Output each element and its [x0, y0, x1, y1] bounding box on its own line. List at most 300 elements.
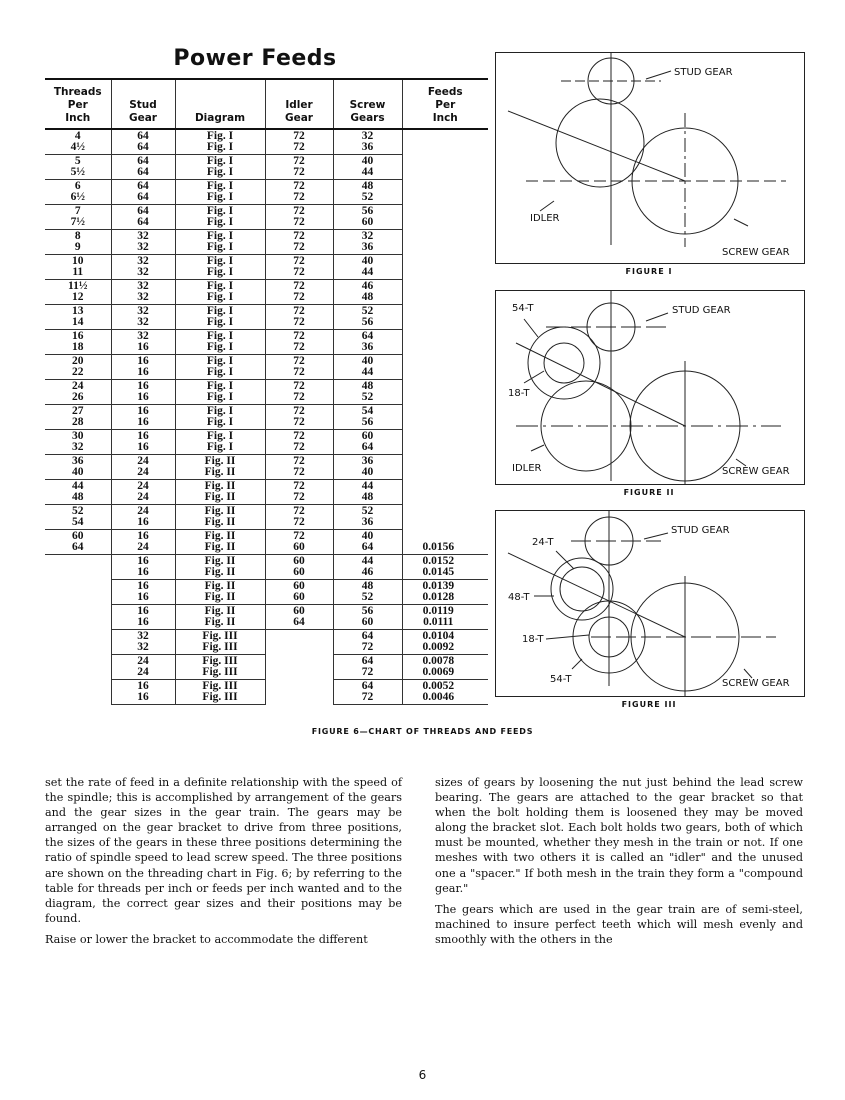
cell-value: 16	[137, 591, 149, 603]
cell-value	[45, 692, 111, 703]
cell-value: 24	[72, 380, 84, 392]
cell-value: 60	[293, 591, 305, 603]
table-cell	[402, 355, 488, 380]
cell-value: 72	[293, 530, 305, 542]
table-cell	[402, 680, 488, 705]
table-cell	[402, 330, 488, 355]
body-paragraph: sizes of gears by loosening the nut just behind the lead screw bearing. The gears are attached to the gear bracket so that when the bolt holding them is loosened they may be moved along the bracket slot. Each bolt holds two gears, both of which must be mounted, whether they mesh in the train or not. If one meshes with two others it is called an "idler" and the unused one a "spacer." If both mesh in the train they form a "compound gear."	[435, 776, 803, 895]
cell-value: 72	[293, 441, 305, 453]
table-cell	[175, 180, 265, 205]
cell-value: 52	[361, 505, 374, 517]
cell-value: 6½	[70, 191, 85, 203]
table-cell	[265, 205, 333, 230]
stud-gear-label: STUD GEAR	[672, 305, 731, 316]
table-cell	[45, 230, 111, 255]
cell-value: 32	[137, 630, 149, 642]
cell-value: 0.0052	[422, 680, 455, 692]
table-cell	[111, 330, 175, 355]
cell-value: 4½	[70, 141, 85, 153]
stud-gear-label: STUD GEAR	[671, 525, 730, 536]
table-row-group	[45, 430, 488, 455]
table-cell	[45, 655, 111, 680]
power-feeds-table	[45, 78, 488, 705]
column-header-line: Inch	[65, 112, 91, 124]
table-cell	[265, 655, 333, 680]
table-cell	[175, 455, 265, 480]
cell-value: 24	[137, 466, 149, 478]
cell-value	[403, 217, 475, 228]
cell-value: 72	[293, 391, 305, 403]
table-cell	[333, 530, 402, 555]
cell-value: 11½	[68, 280, 88, 292]
table-cell	[402, 605, 488, 630]
page-number: 6	[418, 1068, 427, 1082]
cell-value: 5½	[70, 166, 85, 178]
cell-value: 0.0104	[422, 630, 455, 642]
figure-2-caption: FIGURE II	[623, 488, 675, 497]
cell-value: Fig. I	[206, 130, 234, 142]
cell-value: 72	[293, 455, 305, 467]
cell-value: 0.0128	[422, 591, 455, 603]
cell-value: 5	[74, 155, 81, 167]
cell-value: 72	[293, 516, 305, 528]
table-cell	[45, 155, 111, 180]
cell-value: 16	[137, 366, 149, 378]
cell-value: 16	[137, 530, 149, 542]
cell-value: 32	[137, 266, 149, 278]
cell-value	[403, 142, 475, 153]
table-cell	[265, 330, 333, 355]
cell-value: Fig. I	[206, 416, 234, 428]
table-cell	[265, 605, 333, 630]
table-row-group	[45, 230, 488, 255]
cell-value: 48	[361, 380, 374, 392]
cell-value: Fig. I	[206, 366, 234, 378]
table-cell	[333, 505, 402, 530]
cell-value: 40	[361, 530, 374, 542]
table-cell	[175, 355, 265, 380]
cell-value: Fig. I	[206, 391, 234, 403]
cell-value	[266, 642, 333, 653]
table-cell	[111, 230, 175, 255]
cell-value: 28	[72, 416, 84, 428]
cell-value	[403, 517, 475, 528]
cell-value: 40	[361, 155, 374, 167]
cell-value: Fig. III	[202, 680, 238, 692]
figure-6-caption: FIGURE 6—CHART OF THREADS AND FEEDS	[311, 727, 534, 736]
screw-gear-label: SCREW GEAR	[722, 466, 790, 477]
cell-value: 60	[293, 555, 305, 567]
cell-value: Fig. I	[206, 380, 234, 392]
table-cell	[402, 180, 488, 205]
cell-value: 48	[361, 291, 374, 303]
cell-value: Fig. II	[204, 566, 236, 578]
table-cell	[333, 430, 402, 455]
table-cell	[45, 205, 111, 230]
table-cell	[45, 455, 111, 480]
cell-value: 36	[361, 455, 374, 467]
column-header-line: Feeds	[427, 86, 463, 98]
cell-value: 72	[293, 130, 305, 142]
column-header-line: Gears	[350, 112, 385, 124]
table-cell	[175, 255, 265, 280]
cell-value: 44	[361, 166, 374, 178]
cell-value: 64	[293, 616, 305, 628]
cell-value: 56	[361, 205, 374, 217]
cell-value: 48	[361, 180, 374, 192]
cell-value: Fig. I	[206, 166, 234, 178]
cell-value: 48	[361, 491, 374, 503]
cell-value: 52	[72, 505, 84, 517]
cell-value: 72	[293, 230, 305, 242]
table-cell	[175, 630, 265, 655]
cell-value: Fig. I	[206, 155, 234, 167]
cell-value	[403, 167, 475, 178]
table-cell	[333, 255, 402, 280]
cell-value: 24	[137, 480, 149, 492]
cell-value: 36	[361, 241, 374, 253]
48t-label: 48-T	[508, 592, 530, 603]
table-cell	[265, 255, 333, 280]
cell-value: 16	[137, 691, 149, 703]
table-cell	[265, 555, 333, 580]
cell-value: Fig. I	[206, 141, 234, 153]
table-cell	[111, 380, 175, 405]
table-row-group	[45, 480, 488, 505]
cell-value: 72	[293, 380, 305, 392]
table-cell	[265, 305, 333, 330]
table-cell	[175, 655, 265, 680]
table-body	[45, 129, 488, 705]
table-cell	[45, 430, 111, 455]
cell-value: 64	[137, 130, 149, 142]
screw-gear-label: SCREW GEAR	[722, 247, 790, 258]
cell-value: 12	[72, 291, 84, 303]
table-row-group	[45, 180, 488, 205]
cell-value: 16	[137, 441, 149, 453]
cell-value	[403, 242, 475, 253]
table-cell	[45, 580, 111, 605]
cell-value: 16	[137, 380, 149, 392]
cell-value: 72	[293, 491, 305, 503]
cell-value: Fig. II	[204, 491, 236, 503]
table-cell	[175, 405, 265, 430]
cell-value	[403, 492, 475, 503]
cell-value: 16	[137, 566, 149, 578]
table-cell	[175, 155, 265, 180]
table-cell	[45, 680, 111, 705]
table-cell	[402, 630, 488, 655]
cell-value: 16	[137, 430, 149, 442]
cell-value: 72	[293, 266, 305, 278]
column-header-line: Screw	[349, 99, 386, 111]
table-row-group	[45, 205, 488, 230]
table-row-group	[45, 455, 488, 480]
cell-value: 64	[361, 680, 374, 692]
table-cell	[402, 280, 488, 305]
cell-value: 46	[361, 566, 374, 578]
cell-value: 52	[361, 305, 374, 317]
table-row-group	[45, 155, 488, 180]
cell-value: 24	[137, 505, 149, 517]
cell-value: 60	[361, 216, 374, 228]
cell-value: Fig. I	[206, 441, 234, 453]
cell-value: 54	[72, 516, 84, 528]
table-cell	[111, 430, 175, 455]
column-header-line: Per	[67, 99, 88, 111]
cell-value: 32	[137, 305, 149, 317]
cell-value: 40	[361, 255, 374, 267]
cell-value: Fig. II	[204, 505, 236, 517]
gear-train-fig3-icon	[496, 511, 804, 696]
cell-value: Fig. III	[202, 630, 238, 642]
cell-value: 72	[293, 166, 305, 178]
table-cell	[402, 505, 488, 530]
cell-value	[266, 667, 333, 678]
table-cell	[175, 330, 265, 355]
cell-value: 30	[72, 430, 84, 442]
table-cell	[265, 129, 333, 155]
table-cell	[175, 230, 265, 255]
cell-value: 32	[137, 280, 149, 292]
idler-label: IDLER	[530, 213, 560, 224]
cell-value: 16	[137, 516, 149, 528]
cell-value: 16	[137, 405, 149, 417]
cell-value: Fig. II	[204, 480, 236, 492]
cell-value: Fig. I	[206, 305, 234, 317]
cell-value: Fig. II	[204, 605, 236, 617]
cell-value: 36	[72, 455, 84, 467]
table-cell	[265, 430, 333, 455]
cell-value	[403, 392, 475, 403]
table-cell	[45, 330, 111, 355]
cell-value: 0.0152	[422, 555, 455, 567]
table-cell	[333, 129, 402, 155]
table-cell	[265, 680, 333, 705]
column-header-line: Diagram	[194, 112, 246, 124]
column-header-line: Gear	[284, 112, 313, 124]
table-cell	[333, 230, 402, 255]
cell-value: 72	[293, 316, 305, 328]
figure-3-caption: FIGURE III	[621, 700, 677, 709]
table-cell	[45, 405, 111, 430]
table-cell	[265, 380, 333, 405]
cell-value: 13	[72, 305, 84, 317]
cell-value: 60	[293, 580, 305, 592]
cell-value: 72	[293, 241, 305, 253]
table-cell	[45, 505, 111, 530]
stud-gear-label: STUD GEAR	[674, 67, 733, 78]
table-cell	[111, 305, 175, 330]
cell-value: Fig. I	[206, 241, 234, 253]
table-cell	[45, 129, 111, 155]
cell-value: 24	[137, 455, 149, 467]
cell-value: Fig. I	[206, 255, 234, 267]
table-row-group	[45, 605, 488, 630]
cell-value: 16	[137, 391, 149, 403]
idler-label: IDLER	[512, 463, 542, 474]
cell-value: Fig. I	[206, 191, 234, 203]
table-row-group	[45, 280, 488, 305]
table-cell	[111, 555, 175, 580]
body-right-column	[435, 775, 803, 953]
cell-value: 72	[361, 666, 374, 678]
cell-value: 9	[74, 241, 81, 253]
table-row-group	[45, 330, 488, 355]
table-cell	[265, 405, 333, 430]
cell-value: 32	[137, 316, 149, 328]
table-row-group	[45, 630, 488, 655]
cell-value: 18	[72, 341, 84, 353]
table-cell	[175, 205, 265, 230]
table-cell	[402, 655, 488, 680]
cell-value: 72	[293, 480, 305, 492]
table-header-row	[45, 79, 488, 129]
cell-value: 64	[137, 141, 149, 153]
cell-value: 72	[293, 180, 305, 192]
cell-value: 64	[137, 191, 149, 203]
table-cell	[45, 480, 111, 505]
cell-value: 22	[72, 366, 84, 378]
cell-value: 7	[74, 205, 81, 217]
cell-value: 60	[361, 616, 374, 628]
table-cell	[111, 255, 175, 280]
table-cell	[402, 430, 488, 455]
cell-value: Fig. II	[204, 530, 236, 542]
cell-value: 10	[72, 255, 84, 267]
figure-3-diagram	[495, 510, 805, 697]
table-cell	[333, 155, 402, 180]
cell-value: 72	[293, 155, 305, 167]
cell-value: 32	[361, 130, 374, 142]
table-cell	[175, 680, 265, 705]
cell-value: 64	[137, 166, 149, 178]
cell-value: 44	[72, 480, 84, 492]
column-header-line: Inch	[432, 112, 458, 124]
column-header	[265, 79, 333, 129]
cell-value: 4	[74, 130, 81, 142]
cell-value: 32	[137, 230, 149, 242]
cell-value: 0.0111	[423, 616, 454, 628]
table-cell	[333, 680, 402, 705]
cell-value	[403, 467, 475, 478]
cell-value: 72	[293, 466, 305, 478]
cell-value: 32	[137, 255, 149, 267]
table-row-group	[45, 680, 488, 705]
cell-value: 52	[361, 391, 374, 403]
table-row-group	[45, 580, 488, 605]
table-cell	[45, 355, 111, 380]
cell-value: 60	[293, 541, 305, 553]
cell-value: 52	[361, 191, 374, 203]
table-cell	[45, 180, 111, 205]
cell-value: 0.0078	[422, 655, 455, 667]
cell-value: Fig. I	[206, 216, 234, 228]
cell-value: 0.0119	[422, 605, 454, 617]
24t-label: 24-T	[532, 537, 554, 548]
table-cell	[175, 280, 265, 305]
cell-value: Fig. I	[206, 405, 234, 417]
table-cell	[265, 630, 333, 655]
cell-value: 32	[137, 241, 149, 253]
54t-label: 54-T	[512, 303, 534, 314]
cell-value: 44	[361, 480, 374, 492]
cell-value: 72	[361, 641, 374, 653]
table-cell	[175, 530, 265, 555]
column-header-line: Threads	[53, 86, 102, 98]
cell-value: 64	[361, 330, 374, 342]
column-header-line: Idler	[285, 99, 313, 111]
cell-value: Fig. III	[202, 691, 238, 703]
table-cell	[175, 605, 265, 630]
table-cell	[265, 230, 333, 255]
cell-value: 46	[361, 280, 374, 292]
table-cell	[111, 155, 175, 180]
cell-value: 24	[137, 666, 149, 678]
cell-value: 40	[361, 466, 374, 478]
cell-value: 14	[72, 316, 84, 328]
table-cell	[402, 580, 488, 605]
cell-value	[403, 367, 475, 378]
cell-value: 72	[293, 291, 305, 303]
table-cell	[333, 280, 402, 305]
cell-value: Fig. II	[204, 555, 236, 567]
cell-value: 64	[361, 630, 374, 642]
table-cell	[333, 405, 402, 430]
table-cell	[111, 205, 175, 230]
cell-value	[45, 592, 111, 603]
table-cell	[333, 555, 402, 580]
cell-value: 0.0046	[422, 691, 455, 703]
cell-value: 27	[72, 405, 84, 417]
cell-value: Fig. I	[206, 355, 234, 367]
table-row-group	[45, 355, 488, 380]
table-cell	[111, 580, 175, 605]
table-cell	[45, 630, 111, 655]
table-cell	[111, 280, 175, 305]
table-cell	[402, 405, 488, 430]
column-header	[333, 79, 402, 129]
cell-value: 16	[137, 555, 149, 567]
cell-value: 54	[361, 405, 374, 417]
table-cell	[402, 205, 488, 230]
cell-value	[45, 567, 111, 578]
cell-value: 72	[293, 280, 305, 292]
cell-value: 7½	[70, 216, 85, 228]
cell-value: 16	[137, 680, 149, 692]
table-cell	[402, 455, 488, 480]
figure-1-diagram	[495, 52, 805, 264]
column-header-line: Stud	[129, 99, 157, 111]
cell-value: 72	[293, 216, 305, 228]
table-cell	[265, 505, 333, 530]
cell-value: 36	[361, 341, 374, 353]
table-cell	[333, 205, 402, 230]
cell-value	[403, 192, 475, 203]
cell-value: Fig. I	[206, 430, 234, 442]
cell-value: 72	[293, 205, 305, 217]
cell-value: Fig. I	[206, 341, 234, 353]
table-cell	[265, 455, 333, 480]
cell-value: Fig. I	[206, 266, 234, 278]
cell-value: Fig. I	[206, 280, 234, 292]
table-row-group	[45, 129, 488, 155]
figure-1-caption: FIGURE I	[625, 267, 673, 276]
cell-value	[403, 417, 475, 428]
cell-value: 64	[72, 541, 84, 553]
cell-value: Fig. III	[202, 666, 238, 678]
cell-value: 64	[137, 180, 149, 192]
